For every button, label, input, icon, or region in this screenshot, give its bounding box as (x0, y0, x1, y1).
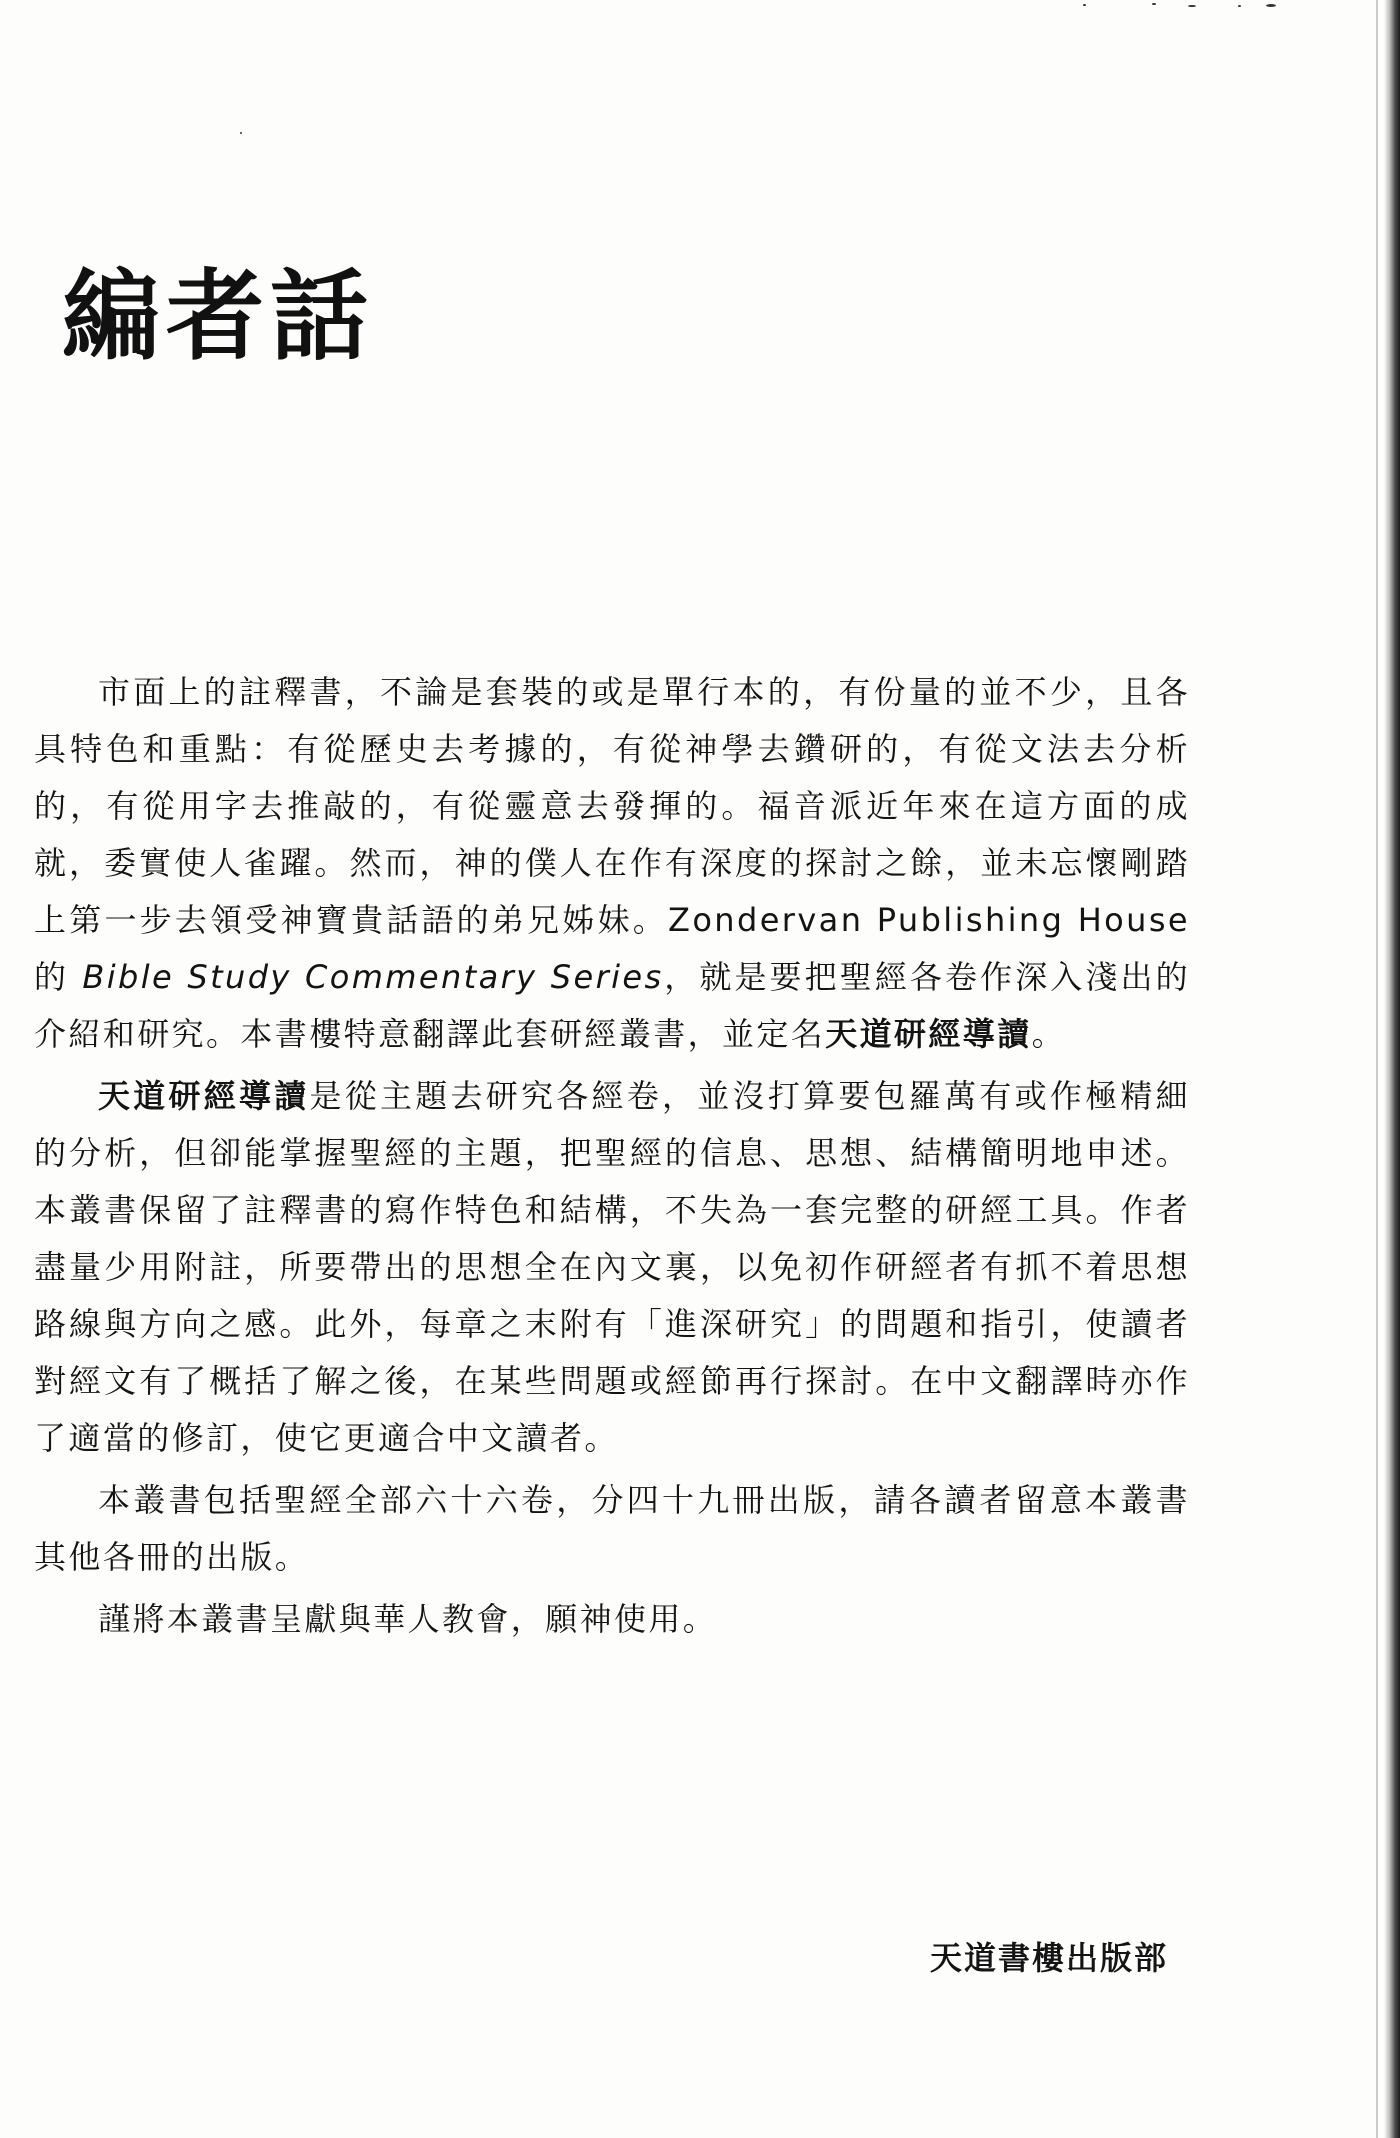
scan-speck (1083, 4, 1086, 6)
paragraph-dedication (34, 1591, 1190, 1648)
series-name-bold: 天道研經導讀 (825, 1015, 1032, 1053)
paragraph-text: 。 (1031, 1015, 1067, 1053)
scan-speck (1188, 5, 1196, 7)
paragraph-text: 謹將本叢書呈獻與華人教會，願神使用。 (98, 1600, 718, 1638)
series-title-english: Bible Study Commentary Series (82, 958, 664, 996)
paragraph-series-description (34, 1068, 1190, 1467)
page-title: 編者話 (62, 260, 375, 374)
publisher-signature: 天道書樓出版部 (929, 1939, 1168, 1977)
scan-edge-line (1376, 0, 1378, 2138)
paragraph-volumes (34, 1472, 1190, 1586)
paragraph-text: 本叢書包括聖經全部六十六卷，分四十九冊出版，請各讀者留意本叢書其他各冊的出版。 (34, 1481, 1190, 1576)
paragraph-intro (34, 664, 1190, 1063)
body-text (34, 664, 1190, 1653)
scan-speck (1266, 4, 1276, 7)
series-name-bold: 天道研經導讀 (98, 1077, 310, 1115)
scan-speck (1152, 3, 1156, 5)
paragraph-text: 市面上的註釋書，不論是套裝的或是單行本的，有份量的並不少，且各具特色和重點：有從歷史去考據的，有從神學去鑽研的，有從文法去分析的，有從用字去推敲的，有從靈意去發揮的。福音派近年來在這方面的成就，委實使人雀躍。然而，神的僕人在作有深度的探討之餘，並未忘懷剛踏上第一步去領受神寶貴話語的弟兄姊妹。Zondervan Publishing House 的 (34, 673, 1190, 996)
paragraph-text: 是從主題去研究各經卷，並沒打算要包羅萬有或作極精細的分析，但卻能掌握聖經的主題，把聖經的信息、思想、結構簡明地申述。本叢書保留了註釋書的寫作特色和結構，不失為一套完整的研經工具。作者盡量少用附註，所要帶出的思想全在內文裏，以免初作研經者有抓不着思想路線與方向之感。此外，每章之末附有「進深研究」的問題和指引，使讀者對經文有了概括了解之後，在某些問題或經節再行探討。在中文翻譯時亦作了適當的修訂，使它更適合中文讀者。 (34, 1077, 1190, 1457)
scan-speck (240, 132, 242, 134)
scan-speck (1238, 5, 1241, 7)
paragraph-text: ，就是要把聖經各卷作深入淺出的介紹和研究。本書樓特意翻譯此套研經叢書，並定名 (34, 958, 1190, 1053)
scan-page-edge (1384, 0, 1400, 2138)
